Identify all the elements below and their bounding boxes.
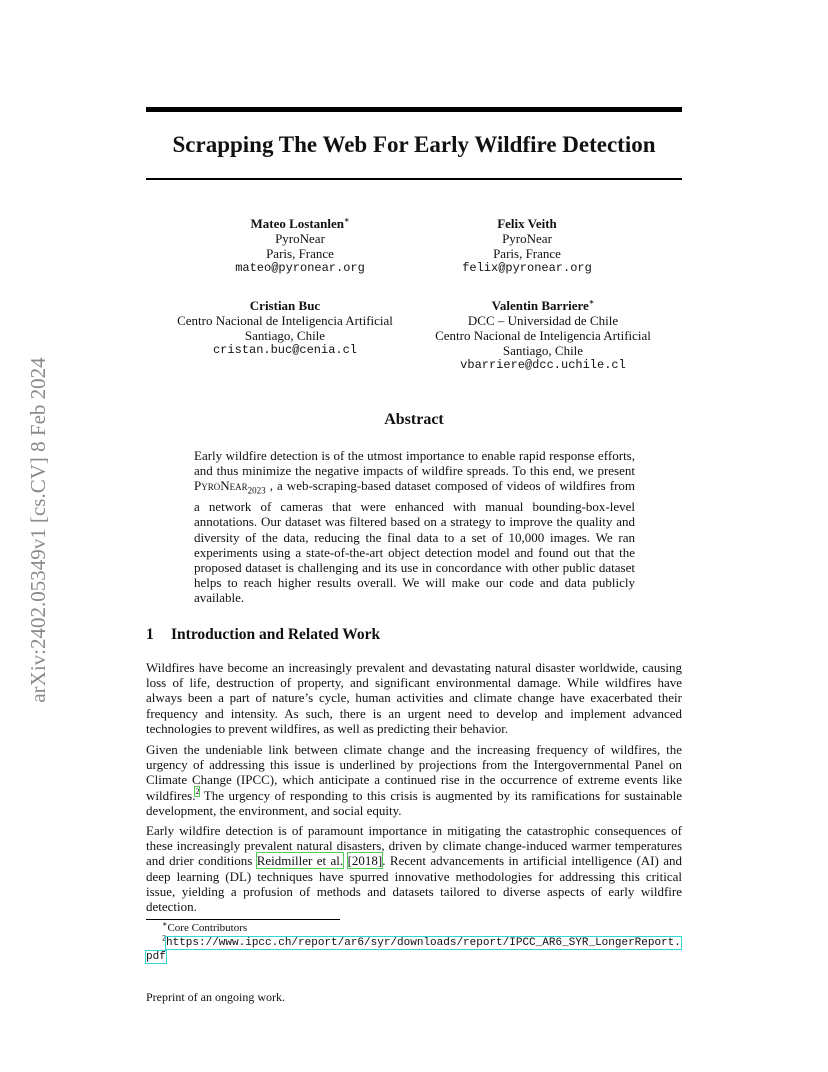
section-heading: 1 Introduction and Related Work: [146, 626, 381, 643]
author-affiliation: PyroNear: [275, 231, 325, 246]
citation-year-link[interactable]: [2018]: [347, 853, 383, 869]
intro-paragraph-2: Given the undeniable link between climate change and the increasing frequency of wildfires, the urgency of addressing this issue is underlined by projections from the Intergovernmental Panel on Climate Change (IPCC), which anticipate a continued rise in the occurrence of extreme events like wildfires.$^2$ The urgency of responding to this crisis is augmented by its ramifications for sustainable development, the environment, and social equity.: [146, 742, 682, 818]
author-affiliation: Centro Nacional de Inteligencia Artificial: [177, 313, 393, 328]
author-location: Paris, France: [266, 246, 334, 261]
author-block-1: [200, 216, 400, 276]
author-affiliation: PyroNear: [502, 231, 552, 246]
title-top-rule: [146, 107, 682, 112]
footnote-ref[interactable]: 2: [195, 787, 200, 797]
title-bottom-rule: [146, 178, 682, 180]
author-name: Mateo Lostanlen∗: [250, 215, 350, 231]
author-name: Cristian Buc: [249, 298, 321, 313]
intro-paragraph-3: Early wildfire detection is of paramount importance in mitigating the catastrophic consequences of these increasingly prevalent natural disasters, driven by climate change-induced warmer temperatures and drier conditions Reidmiller et al. [2018]. Recent advancements in artificial intelligence (AI) and deep learning (DL) techniques have spurred innovative methodologies for addressing this critical issue, yielding a profusion of methods and datasets tailored to diverse aspects of early wildfire detection.: [146, 823, 682, 915]
footnote-rule: [146, 919, 340, 920]
footnote-1: ∗Core Contributors: [162, 919, 248, 934]
author-email[interactable]: felix@pyronear.org: [462, 261, 592, 275]
author-location: Santiago, Chile: [502, 343, 584, 358]
author-block-3: [160, 298, 410, 358]
author-affiliation: DCC – Universidad de Chile: [467, 313, 619, 328]
author-block-2: [427, 216, 627, 276]
citation-link[interactable]: Reidmiller et al.: [256, 853, 344, 869]
author-name: Valentin Barriere∗: [491, 297, 595, 313]
preprint-note: Preprint of an ongoing work.: [146, 990, 285, 1004]
author-affiliation: Centro Nacional de Inteligencia Artificial: [435, 328, 651, 343]
arxiv-side-stamp: arXiv:2402.05349v1 [cs.CV] 8 Feb 2024: [26, 357, 50, 703]
author-location: Santiago, Chile: [244, 328, 326, 343]
author-name: Felix Veith: [497, 216, 557, 231]
author-email[interactable]: cristan.buc@cenia.cl: [212, 343, 358, 357]
abstract-heading: Abstract: [384, 411, 444, 428]
footnote-url-link-cont[interactable]: pdf: [146, 951, 166, 963]
author-location: Paris, France: [493, 246, 561, 261]
abstract-text: Early wildfire detection is of the utmost importance to enable rapid response efforts, and thus minimize the negative impacts of wildfire spreads. To this end, we present PyroNear$_{2023}$ , a web-scraping-based dataset composed of videos of wildfires from a network of cameras that were enhanced with manual bounding-box-level annotations. Our dataset was filtered based on a strategy to improve the quality and diversity of the data, reducing the final data to a set of 10,000 images. We ran experiments using a state-of-the-art object detection model and found out that the proposed dataset is challenging and its use in concordance with other public dataset helps to reach higher results overall. We will make our code and data publicly available.: [194, 448, 636, 606]
author-email[interactable]: vbarriere@dcc.uchile.cl: [460, 358, 626, 372]
intro-paragraph-1: Wildfires have become an increasingly prevalent and devastating natural disaster worldwide, causing loss of life, destruction of property, and significant environmental damage. While wildfires have always been a part of nature’s cycle, human activities and climate change have exacerbated their frequency and intensity. As such, there is an urgent need to develop and implement advanced technologies to prevent wildfires, as well as predicting their behavior.: [146, 660, 682, 736]
dataset-name: PyroNear: [194, 478, 248, 494]
footnote-2: $^2$https://www.ipcc.ch/report/ar6/syr/downloads/report/IPCC_AR6_SYR_LongerReport.: [162, 933, 681, 949]
author-block-4: [418, 298, 668, 373]
paper-title: Scrapping The Web For Early Wildfire Detection: [172, 132, 656, 157]
author-email[interactable]: mateo@pyronear.org: [235, 261, 365, 275]
footnote-2-cont: [146, 950, 682, 964]
footnote-url-link[interactable]: https://www.ipcc.ch/report/ar6/syr/downloads/report/IPCC_AR6_SYR_LongerReport.: [166, 937, 681, 949]
